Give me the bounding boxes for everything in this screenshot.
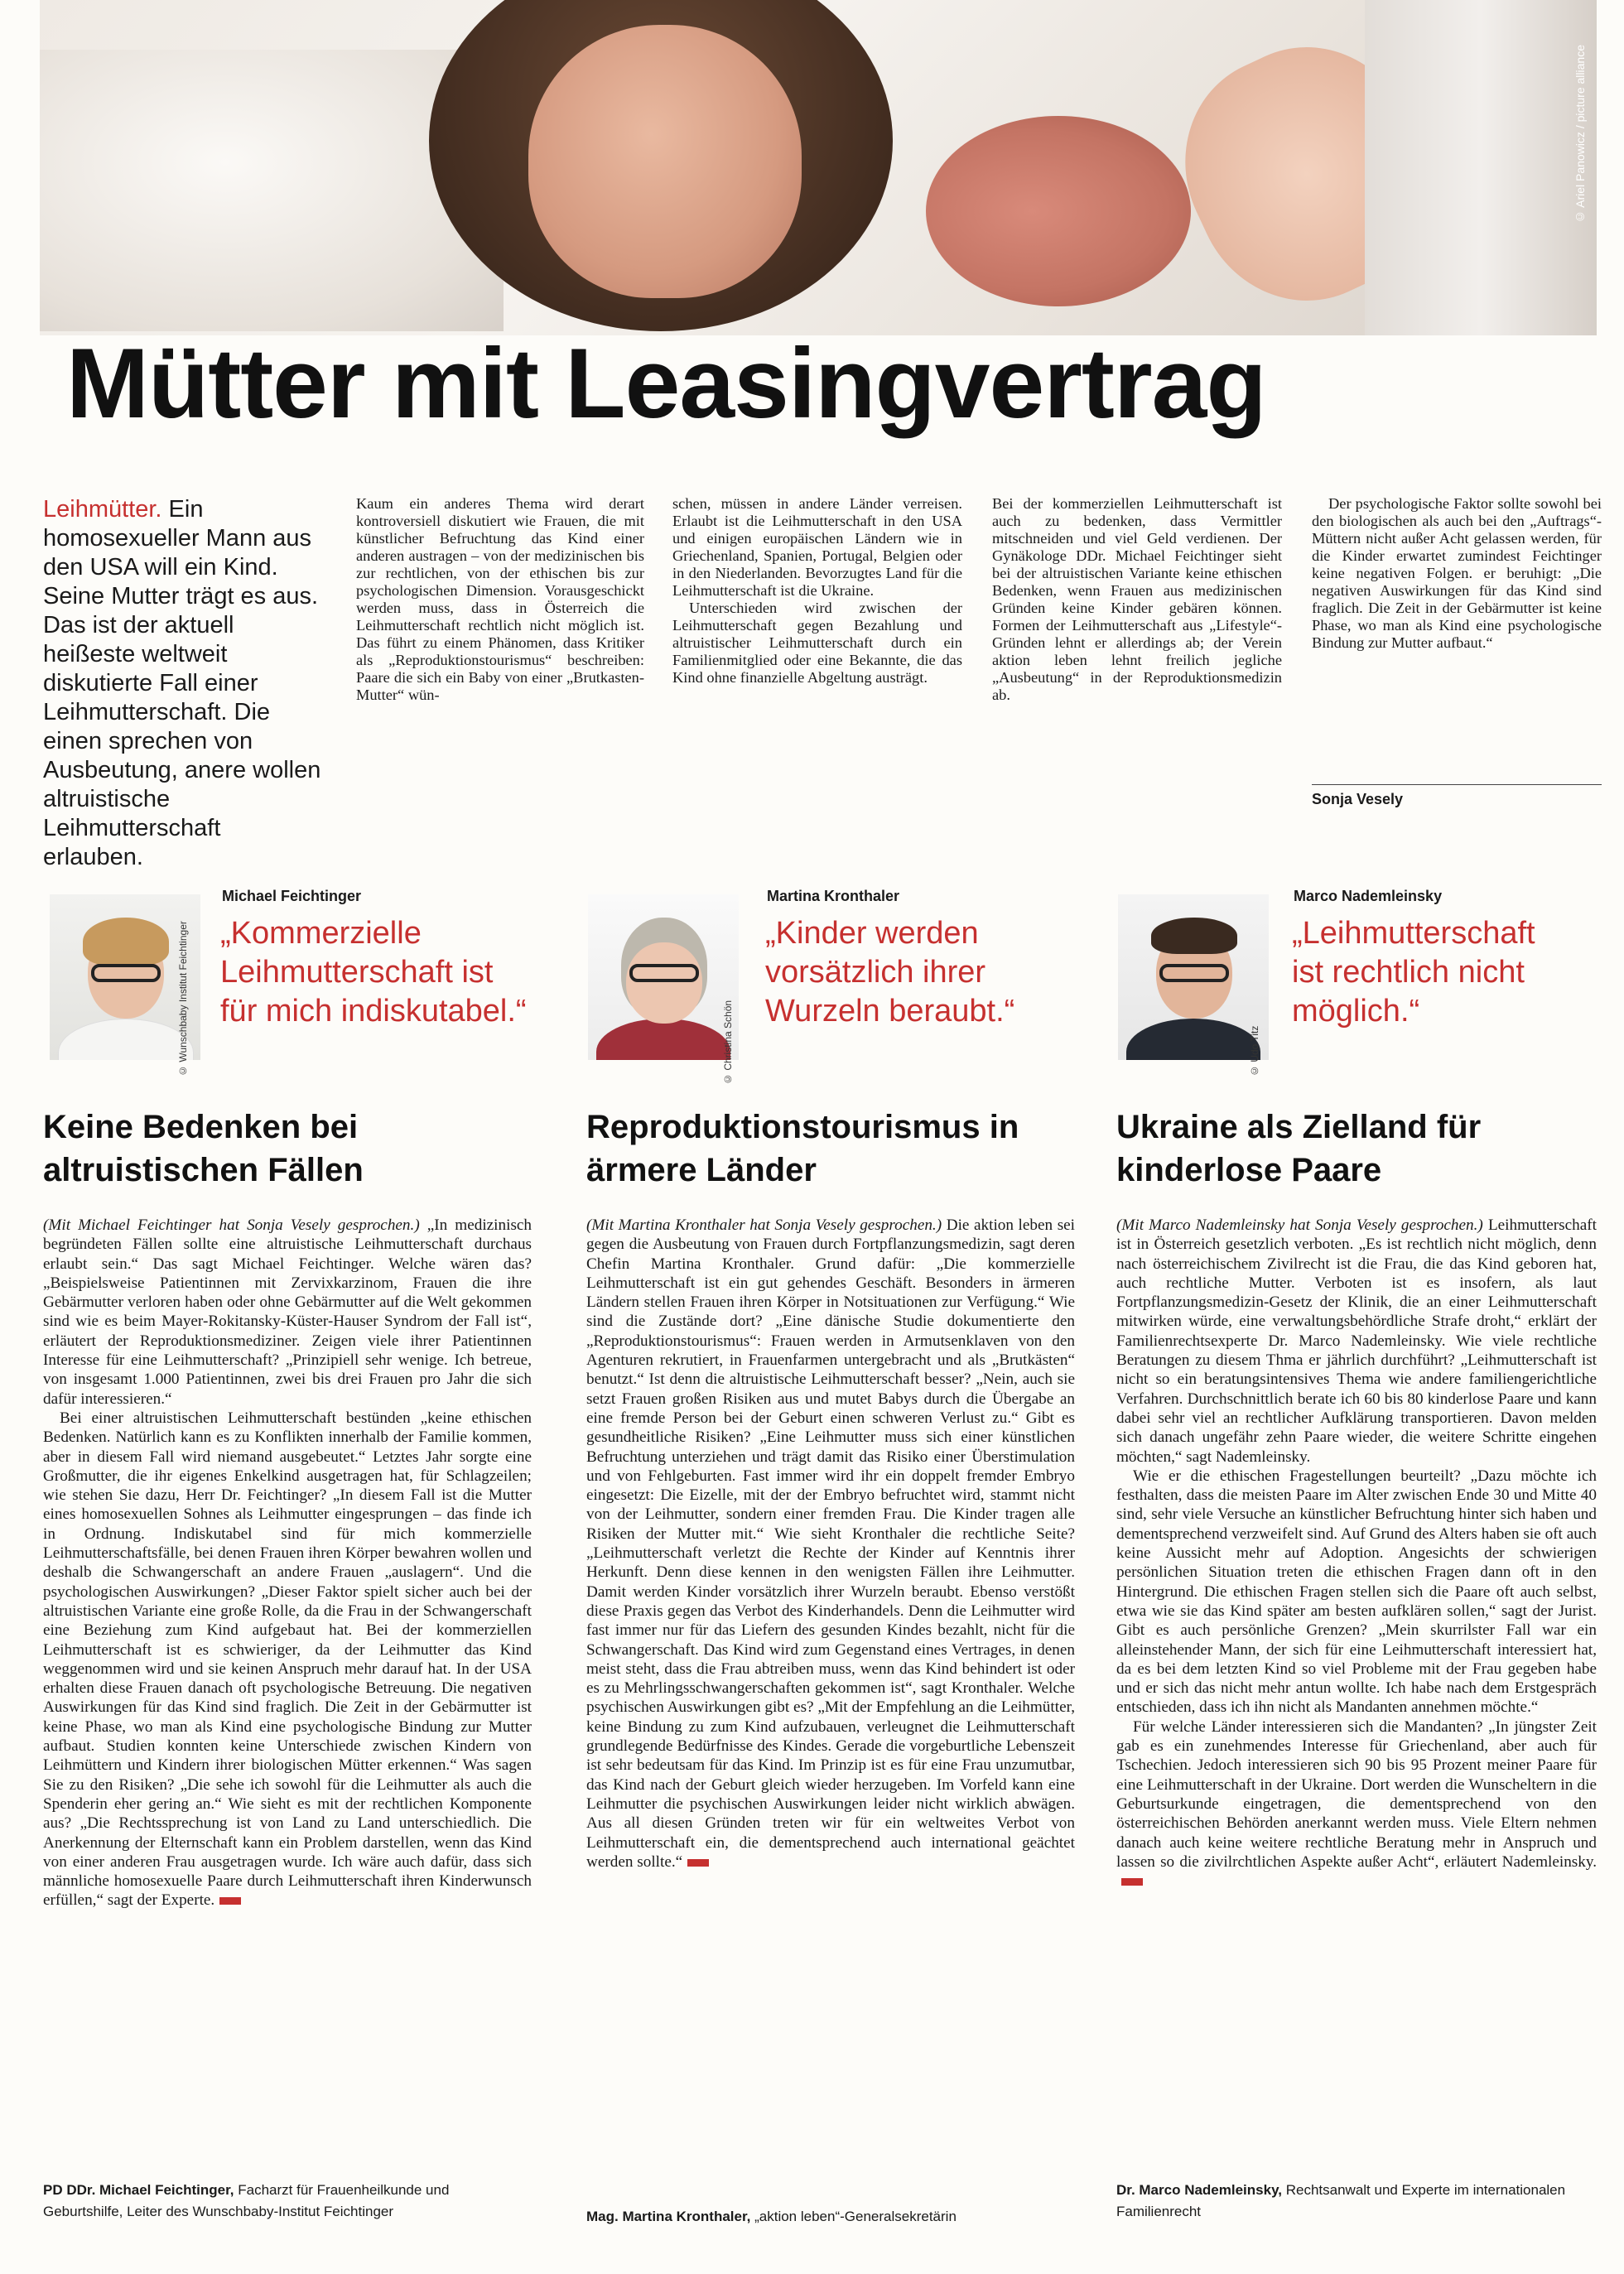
article-headline: Reproduktionstourismus in ärmere Länder [586,1109,1019,1188]
photo-credit: © Christina Schön [722,1000,734,1085]
photo-credit: © Udo Titz [1249,1025,1260,1077]
body-paragraph: Der psychologische Faktor sollte sowohl bei den biologischen als auch bei den „Auftrags“-Müttern nicht außer Acht gelassen werden, für die Kinder erwartet zumindest Feichtinger keine negativen Folgen. er beruhigt: „Die negativen Auswirkungen für das Kind sind fraglich. Die Zeit in der Gebärmutter ist keine Phase, wo man als Kind eine psychologische Bindung zur Mutter aufbaut.“ [1312,495,1602,651]
intro-text: Ein homosexueller Mann aus den USA will ein Kind. Seine Mutter trägt es aus. Das ist der aktuell heißeste weltweit diskutierte Fall einer Leihmutterschaft. Die einen sprechen von Ausbeutung, anere wollen altruistische Leihmutterschaft erlauben. [43,496,321,870]
article-intro: (Mit Marco Nademleinsky hat Sonja Vesely gesprochen.) [1116,1216,1483,1234]
article-paragraph: Wie er die ethischen Fragestellungen beurteilt? „Dazu möchte ich festhalten, dass die meisten Paare im Alter zwischen Ende 30 und Mitte 40 sind, sehr viele Versuche an künstlicher Befruchtung hinter sich haben und dementsprechend verzweifelt sind. Auf Grund des Alters haben sie oft auch keine Aussicht mehr auf Adoption. Angesichts der schwierigen persönlichen Situation treten die ethischen Fragen dann oft in den Hintergrund. Die ethischen Fragen stellen sich die Paare oft auch selbst, etwa wie sie das Kind später am besten aufklären sollen,“ sagt der Jurist. Gibt es auch persönliche Grenzen? „Mein skurrilster Fall war ein alleinstehender Mann, der sich für eine Leihmutterschaft interessiert hat, da es bei dem letzten Kind so viel Probleme mit der Frau gegeben habe und er sich das nicht mehr antun wollte. Ich habe nach dem Erstgespräch entschieden, dass ich ihn nicht als Mandanten annehmen möchte.“ [1116,1467,1597,1717]
article-paragraph: Bei einer altruistischen Leihmutterschaft bestünden „keine ethischen Bedenken. Natürlich kann es zu Konflikten innerhalb der Familie kommen, aber in diesem Fall wird niemand ausgebeutet.“ Letztes Jahr sorgte eine Großmutter, die ihr eigenes Enkelkind ausgetragen hat, für Schlagzeilen; wie stehen Sie dazu, Herr Dr. Feichtinger? „In diesem Fall ist die Mutter eines homosexuellen Sohnes als Leihmutter eingesprungen – das finde ich in Ordnung. Indiskutabel sind für mich kommerzielle Leihmutterschaftsfälle, bei denen Frauen ihren Körper bewahren wollen und deshalb die Schwangerschaft an andere Frauen „auslagern“. Und die psychologischen Auswirkungen? „Dieser Faktor spielt sicher auch bei der altruistischen Variante eine große Rolle, da die Frau in der Schwangerschaft eine Beziehung zum Kind aufgebaut hat. Bei der kommerziellen Leihmutterschaft ist es schwieriger, da der Leihmutter das Kind weggenommen wird und sie keinen Anspruch mehr darauf hat. In der USA erhalten diese Frauen danach oft psychologische Betreuung. Die negativen Auswirkungen für das Kind sind fraglich. Die Zeit in der Gebärmutter ist keine Phase, wo man als Kind eine psychologische Bindung zur Mutter aufbaut. Studien konnten keine Unterschiede zwischen Kindern von Leihmüttern und Kindern ihrer biologischen Mütter erkennen.“ Was sagen Sie zu den Risiken? „Die sehe ich sowohl für die Leihmutter als auch die Spenderin eher gering an.“ Wie sieht es mit der rechtlichen Komponente aus? „Die Rechtssprechung ist von Land zu Land unterschiedlich. Die Anerkennung der Elternschaft kann ein Problem darstellen, wenn das Kind von einer anderen Frau ausgetragen wurde. Ich wäre auch dafür, dass sich männliche homosexuelle Paare durch Leihmutterschaft ihren Kinderwunsch erfüllen,“ sagt der Experte. [43,1409,532,1910]
pull-quote: „Leihmutterschaft ist rechtlich nicht möglich.“ [1292,916,1535,1029]
body-column-3 [992,495,1282,704]
intro-lead [43,495,326,872]
body-column-4 [1312,495,1602,652]
signature: Dr. Marco Nademleinsky, Rechtsanwalt und Experte im internationalen Familienrecht [1116,2182,1566,2219]
expert-name: Marco Nademleinsky [1294,888,1443,904]
article-intro: (Mit Martina Kronthaler hat Sonja Vesely gesprochen.) [586,1216,942,1234]
portrait-kronthaler [588,894,739,1060]
body-paragraph: Unterschieden wird zwischen der Leihmutterschaft gegen Bezahlung und altruistischer Leihmutterschaft durch ein Familienmitglied oder eine Bekannte, die das Kind ohne finanzielle Abgeltung austrägt. [672,600,962,686]
article-body [586,1216,1075,1872]
body-column-1 [356,495,644,704]
portrait-nademleinsky [1118,894,1269,1060]
article-paragraph: (Mit Martina Kronthaler hat Sonja Vesely gesprochen.) Die aktion leben sei gegen die Ausbeutung von Frauen durch Fortpflanzungsmedizin, sagt deren Chefin Martina Kronthaler. Grund dafür: „Die kommerzielle Leihmutterschaft ist ein gut gehendes Geschäft. Besonders in ärmeren Ländern stellen Frauen ihren Körper in Notsituationen zur Verfügung.“ Wie sind die Zustände dort? „Eine dänische Studie dokumentierte den „Reproduktionstourismus“: Frauen werden in Armutsenklaven von den Agenturen rekrutiert, in Frauenfarmen untergebracht und als „Brutkästen“ benutzt.“ Ist denn die altruistische Leihmutterschaft besser? „Nein, auch sie setzt Frauen großen Risiken aus und mutet Babys durch die Übergabe an eine fremde Person bei der Geburt einen schweren Verlust zu.“ Gibt es gesundheitliche Risiken? „Eine Leihmutter muss sich einer künstlichen Befruchtung unterziehen und trägt damit das Risiko einer Überstimulation und von Fehlgeburten. Fast immer wird ihr ein doppelt fremder Embryo eingesetzt: Die Eizelle, mit der der Embryo befruchtet wird, stammt nicht von der Leihmutter, sondern einer fremden Frau. Die Kinder tragen alle Risiken der Mutter mit.“ Wie sieht Kronthaler die rechtliche Seite? „Leihmutterschaft verletzt die Rechte der Kinder auf Kenntnis ihrer Herkunft. Denn diese kennen in den wenigsten Fällen ihre Leihmutter. Damit werden Kinder vorsätzlich ihrer Wurzeln beraubt. Ebenso verstößt diese Praxis gegen das Verbot des Kinderhandels. Denn die Leihmutter wird fast immer nur für das Liefern des gesunden Kindes bezahlt, nicht für die Schwangerschaft. Das Kind wird zum Gegenstand eines Vertrages, in denen meist steht, dass die Frau abtreiben muss, wenn das Kind behindert ist oder es zu Mehrlingsschwangerschaften gekommen ist“, sagt Kronthaler. Welche psychischen Auswirkungen gibt es? „Mit der Empfehlung an die Leihmütter, keine Bindung zu zum Kind aufzubauen, verleugnet die Leihmutterschaft grundlegende Bedürfnisse des Kindes. Gerade die vorgeburtliche Lebenszeit ist sehr bedeutsam für das Kind. Im Prinzip ist es für eine Frau unzumutbar, das Kind nach der Geburt gleich wieder herzugeben. Im Vorfeld kann eine Leihmutter die psychischen Auswirkungen leider nicht wirklich abwägen. Aus all diesen Gründen treten wir für ein weltweites Verbot von Leihmutterschaft ein, die dementsprechend auch international geächtet werden sollte.“ [586,1216,1076,1871]
signature: Mag. Martina Kronthaler, „aktion leben“-Generalsekretärin [586,2209,957,2224]
article-body [1116,1216,1597,1891]
signature: PD DDr. Michael Feichtinger, Facharzt für Frauenheilkunde und Geburtshilfe, Leiter des Wunschbaby-Institut Feichtinger [43,2182,450,2219]
body-column-2 [672,495,962,687]
expert-name: Michael Feichtinger [222,888,362,904]
article-intro: (Mit Michael Feichtinger hat Sonja Vesely gesprochen.) [43,1216,420,1234]
article-headline: Keine Bedenken bei altruistischen Fällen [43,1109,364,1188]
article-paragraph: Für welche Länder interessieren sich die Mandanten? „In jüngster Zeit gab es ein zunehmendes Interesse für Griechenland, aber auch für Tschechien. Jedoch interessieren sich 90 bis 95 Prozent meiner Paare für eine Leihmutterschaft in der Ukraine. Dort werden die Wunscheltern in die Geburtsurkunde eingetragen, die dementsprechend von den österreichischen Behörden anerkannt werden muss. Viele Eltern nehmen danach auch keine weitere rechtliche Beratung mehr in Anspruch und lassen so die zivilrchtlichen Aspekte außer Acht“, erläutert Nademleinsky. [1116,1718,1597,1891]
article-paragraph: (Mit Marco Nademleinsky hat Sonja Vesely gesprochen.) Leihmutterschaft ist in Österreich gesetzlich verboten. „Es ist rechtlich nicht möglich, denn nach österreichischem Zivilrecht ist die Frau, die das Kind geboren hat, auch rechtliche Mutter. Verboten ist es insofern, als laut Fortpflanzungsmedizin-Gesetz der Klinik, die an einer Leihmutterschaft mitwirken würde, eine verwaltungsbehördliche Strafe droht,“ erklärt der Familienrechtsexperte Dr. Marco Nademleinsky. Wie viele rechtliche Beratungen zu diesem Thma er jährlich durchführt? „Leihmutterschaft ist nicht so ein beratungsintensives Thema wie andere familiengerichtliche Verfahren. Durchschnittlich berate ich 60 bis 80 kinderlose Paare und kann dabei sehr viel an rechtlicher Aufklärung transportieren. Davon melden sich danach ungefähr zehn Paare wieder, die weitere Schritte eingehen möchten,“ sagt Nademleinsky. [1116,1216,1597,1466]
photo-credit: © Wunschbaby Institut Feichtinger [177,921,189,1077]
body-paragraph: schen, müssen in andere Länder verreisen. Erlaubt ist die Leihmutterschaft in den USA und einigen europäischen Ländern wie in Griechenland, Spanien, Portugal, Belgien oder in den Niederlanden. Bevorzugtes Land für die Leihmutterschaft ist die Ukraine. [672,495,962,599]
byline: Sonja Vesely [1312,791,1404,807]
body-paragraph: Kaum ein anderes Thema wird derart kontroversiell diskutiert wie Frauen, die mit künstlicher Befruchtung das Kind einer anderen austragen – von der medizinischen bis zur rechtlichen, von der ethischen bis zur psychologischen Dimension. Vorausgeschickt werden muss, dass in Österreich die Leihmutterschaft rechtlich nicht möglich ist. Das führt zu einem Phänomen, dass Kritiker als „Reproduktionstourismus“ beschreiben: Paare die sich ein Baby von einer „Brutkasten-Mutter“ wün- [356,495,644,703]
end-mark [219,1897,241,1905]
intro-kicker: Leihmütter. [43,496,162,523]
headline: Mütter mit Leasingvertrag [66,328,1266,439]
photo-credit: © Ariel Panowicz / picture alliance [1573,45,1587,224]
end-mark [1121,1878,1143,1886]
article-headline: Ukraine als Zielland für kinderlose Paare [1116,1109,1482,1188]
divider [1312,784,1602,785]
article-paragraph: (Mit Michael Feichtinger hat Sonja Vesely gesprochen.) „In medizinisch begründeten Fällen sollte eine altruistische Leihmutterschaft durchaus erlaubt sein.“ Das sagt Michael Feichtinger. Welche wären das? „Beispielsweise Patientinnen mit Zervixkarzinom, Frauen die ihre Gebärmutter verloren haben oder ohne Gebärmutter auf die Welt gekommen sind wie es beim Mayer-Rokitansky-Küster-Hauser Syndrom der Fall ist“, erläutert der Reproduktionsmediziner. Zeigen viele ihrer Patientinnen Interesse für eine Leihmutterschaft? „Prinzipiell sehr wenige. Ich betreue, von insgesamt 1.000 Patientinnen, zwei bis drei Frauen pro Jahr die sich dafür interessieren.“ [43,1216,532,1408]
article-body [43,1216,532,1910]
end-mark [687,1859,709,1867]
hero-photo [40,0,1597,335]
body-paragraph: Bei der kommerziellen Leihmutterschaft ist auch zu bedenken, dass Vermittler mitschneiden und viel Geld verdienen. Der Gynäkologe DDr. Michael Feichtinger sieht bei der altruistischen Variante keine ethischen Bedenken, wenn Frauen aus medizinischen Gründen keine Kinder gebären können. Formen der Leihmutterschaft aus „Lifestyle“-Gründen lehnt er allerdings ab; der Verein aktion leben lehnt freilich jegliche „Ausbeutung“ in der Reproduktionsmedizin ab. [992,495,1282,703]
pull-quote: „Kommerzielle Leihmutterschaft ist für mich indiskutabel.“ [220,916,527,1029]
expert-name: Martina Kronthaler [767,888,900,904]
pull-quote: „Kinder werden vorsätzlich ihrer Wurzeln beraubt.“ [765,916,1015,1029]
